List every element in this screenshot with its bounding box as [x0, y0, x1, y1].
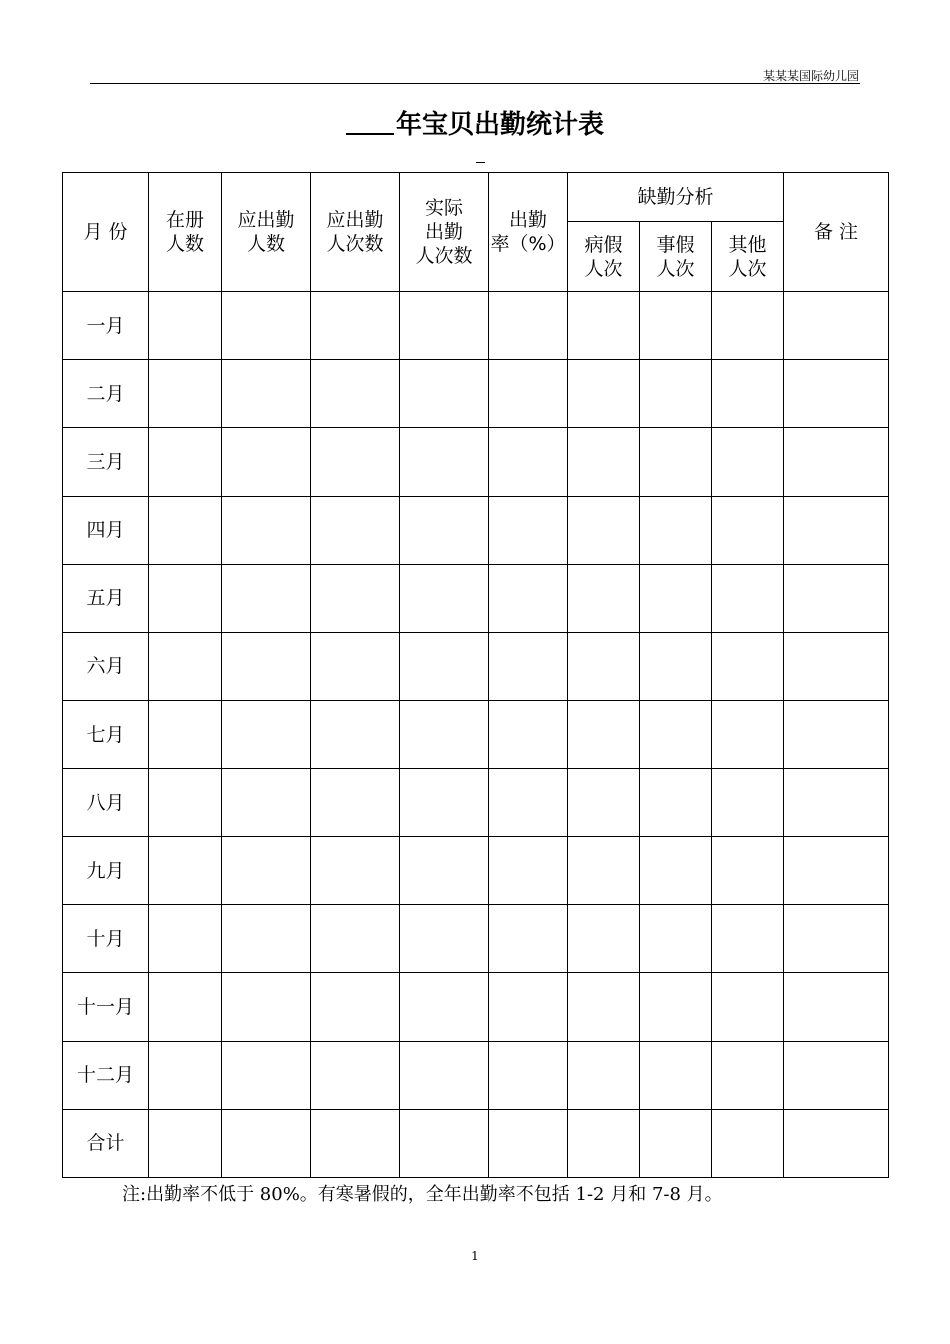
table-cell[interactable] — [222, 837, 311, 905]
table-cell[interactable] — [489, 428, 568, 496]
table-cell[interactable] — [400, 1109, 489, 1177]
year-blank — [346, 109, 394, 135]
table-cell[interactable] — [784, 1109, 889, 1177]
table-cell[interactable] — [489, 564, 568, 632]
table-cell[interactable] — [311, 769, 400, 837]
table-cell[interactable] — [784, 973, 889, 1041]
header-other: 其他 人次 — [712, 222, 784, 292]
table-cell[interactable] — [311, 496, 400, 564]
table-cell[interactable] — [640, 905, 712, 973]
table-cell[interactable] — [784, 769, 889, 837]
table-row — [63, 769, 889, 837]
table-cell[interactable] — [489, 700, 568, 768]
table-cell[interactable] — [149, 496, 222, 564]
table-row — [63, 1109, 889, 1177]
table-cell[interactable] — [400, 769, 489, 837]
table-cell[interactable] — [712, 973, 784, 1041]
row-label: 八月 — [63, 769, 149, 837]
table-cell[interactable] — [568, 428, 640, 496]
table-cell[interactable] — [489, 973, 568, 1041]
table-cell[interactable] — [712, 769, 784, 837]
table-row — [63, 973, 889, 1041]
table-cell[interactable] — [784, 360, 889, 428]
table-cell[interactable] — [489, 496, 568, 564]
table-cell[interactable] — [222, 1041, 311, 1109]
table-cell[interactable] — [712, 428, 784, 496]
table-cell[interactable] — [311, 837, 400, 905]
table-cell[interactable] — [640, 632, 712, 700]
header-enrolled: 在册 人数 — [149, 173, 222, 292]
table-cell[interactable] — [712, 837, 784, 905]
table-cell[interactable] — [640, 564, 712, 632]
header-personal: 事假 人次 — [640, 222, 712, 292]
title-text: 年宝贝出勤统计表 — [395, 110, 604, 140]
table-row — [63, 428, 889, 496]
table-row — [63, 496, 889, 564]
table-cell[interactable] — [640, 769, 712, 837]
table-cell[interactable] — [222, 700, 311, 768]
table-cell[interactable] — [784, 564, 889, 632]
table-cell[interactable] — [712, 632, 784, 700]
table-cell[interactable] — [489, 1041, 568, 1109]
table-cell[interactable] — [400, 700, 489, 768]
table-cell[interactable] — [489, 632, 568, 700]
organization-name: 某某某国际幼儿园 — [762, 69, 859, 83]
table-cell[interactable] — [400, 360, 489, 428]
row-label: 十二月 — [63, 1041, 149, 1109]
table-cell[interactable] — [149, 905, 222, 973]
table-cell[interactable] — [222, 1109, 311, 1177]
header-sick: 病假 人次 — [568, 222, 640, 292]
table-cell[interactable] — [222, 496, 311, 564]
table-row — [63, 905, 889, 973]
table-cell[interactable] — [311, 1041, 400, 1109]
table-cell[interactable] — [489, 360, 568, 428]
table-cell[interactable] — [489, 292, 568, 360]
table-row — [63, 700, 889, 768]
table-cell[interactable] — [400, 428, 489, 496]
table-cell[interactable] — [568, 496, 640, 564]
table-cell[interactable] — [311, 700, 400, 768]
table-cell[interactable] — [400, 292, 489, 360]
table-cell[interactable] — [712, 496, 784, 564]
table-cell[interactable] — [712, 905, 784, 973]
table-cell[interactable] — [568, 973, 640, 1041]
table-cell[interactable] — [311, 973, 400, 1041]
header-expected: 应出勤 人数 — [222, 173, 311, 292]
table-cell[interactable] — [400, 837, 489, 905]
table-row — [63, 360, 889, 428]
table-cell[interactable] — [640, 837, 712, 905]
row-label: 七月 — [63, 700, 149, 768]
header-rate: 出勤 率（%） — [489, 173, 568, 292]
table-cell[interactable] — [400, 973, 489, 1041]
table-cell[interactable] — [784, 905, 889, 973]
row-label: 合计 — [63, 1109, 149, 1177]
page-number: 1 — [471, 1249, 479, 1263]
row-label: 一月 — [63, 292, 149, 360]
table-cell[interactable] — [784, 837, 889, 905]
table-cell[interactable] — [149, 769, 222, 837]
table-cell[interactable] — [311, 632, 400, 700]
header-divider — [90, 83, 860, 84]
table-cell[interactable] — [222, 292, 311, 360]
table-cell[interactable] — [568, 360, 640, 428]
table-cell[interactable] — [149, 564, 222, 632]
row-label: 九月 — [63, 837, 149, 905]
table-cell[interactable] — [149, 428, 222, 496]
table-cell[interactable] — [568, 769, 640, 837]
table-row — [63, 1041, 889, 1109]
table-cell[interactable] — [640, 360, 712, 428]
table-cell[interactable] — [311, 905, 400, 973]
table-cell[interactable] — [149, 837, 222, 905]
table-cell[interactable] — [311, 1109, 400, 1177]
table-cell[interactable] — [489, 769, 568, 837]
header-expected-times: 应出勤 人次数 — [311, 173, 400, 292]
table-cell[interactable] — [222, 769, 311, 837]
table-cell[interactable] — [640, 428, 712, 496]
header-remarks: 备 注 — [784, 173, 889, 292]
table-cell[interactable] — [222, 632, 311, 700]
table-cell[interactable] — [222, 428, 311, 496]
table-cell[interactable] — [149, 700, 222, 768]
header-actual-times: 实际 出勤 人次数 — [400, 173, 489, 292]
header-absence-group: 缺勤分析 — [568, 173, 784, 222]
table-cell[interactable] — [222, 973, 311, 1041]
table-cell[interactable] — [712, 1109, 784, 1177]
row-label: 二月 — [63, 360, 149, 428]
table-row — [63, 292, 889, 360]
header-month: 月 份 — [63, 173, 149, 292]
table-cell[interactable] — [784, 292, 889, 360]
table-cell[interactable] — [149, 632, 222, 700]
table-cell[interactable] — [568, 700, 640, 768]
table-cell[interactable] — [712, 292, 784, 360]
table-cell[interactable] — [222, 564, 311, 632]
table-cell[interactable] — [784, 700, 889, 768]
table-cell[interactable] — [568, 1109, 640, 1177]
table-cell[interactable] — [784, 428, 889, 496]
row-label: 三月 — [63, 428, 149, 496]
row-label: 十一月 — [63, 973, 149, 1041]
attendance-table — [62, 172, 889, 1178]
table-cell[interactable] — [311, 292, 400, 360]
row-label: 四月 — [63, 496, 149, 564]
table-cell[interactable] — [311, 428, 400, 496]
table-cell[interactable] — [489, 905, 568, 973]
row-label: 六月 — [63, 632, 149, 700]
table-cell[interactable] — [640, 1041, 712, 1109]
table-row — [63, 837, 889, 905]
table-cell[interactable] — [712, 564, 784, 632]
table-cell[interactable] — [222, 360, 311, 428]
table-cell[interactable] — [568, 905, 640, 973]
table-cell[interactable] — [568, 632, 640, 700]
table-cell[interactable] — [149, 973, 222, 1041]
table-cell[interactable] — [311, 564, 400, 632]
footnote: 注:出勤率不低于 80%。有寒暑假的，全年出勤率不包括 1-2 月和 7-8 月。 — [122, 1184, 723, 1205]
table-cell[interactable] — [712, 1041, 784, 1109]
table-cell[interactable] — [712, 700, 784, 768]
table-cell[interactable] — [568, 837, 640, 905]
row-label: 十月 — [63, 905, 149, 973]
table-cell[interactable] — [149, 1109, 222, 1177]
table-cell[interactable] — [400, 905, 489, 973]
table-cell[interactable] — [568, 1041, 640, 1109]
table-cell[interactable] — [489, 1109, 568, 1177]
table-cell[interactable] — [400, 1041, 489, 1109]
table-cell[interactable] — [712, 360, 784, 428]
page-title — [0, 104, 950, 141]
table-cell[interactable] — [784, 632, 889, 700]
table-cell[interactable] — [784, 496, 889, 564]
table-row — [63, 564, 889, 632]
table-cell[interactable] — [640, 973, 712, 1041]
table-cell[interactable] — [149, 292, 222, 360]
table-cell[interactable] — [149, 1041, 222, 1109]
table-cell[interactable] — [222, 905, 311, 973]
table-cell[interactable] — [568, 292, 640, 360]
table-cell[interactable] — [311, 360, 400, 428]
table-cell[interactable] — [568, 564, 640, 632]
table-cell[interactable] — [400, 632, 489, 700]
table-cell[interactable] — [640, 496, 712, 564]
table-row — [63, 632, 889, 700]
table-cell[interactable] — [640, 700, 712, 768]
row-label: 五月 — [63, 564, 149, 632]
table-cell[interactable] — [489, 837, 568, 905]
table-cell[interactable] — [640, 1109, 712, 1177]
table-cell[interactable] — [784, 1041, 889, 1109]
table-cell[interactable] — [640, 292, 712, 360]
table-cell[interactable] — [400, 496, 489, 564]
table-cell[interactable] — [149, 360, 222, 428]
table-cell[interactable] — [400, 564, 489, 632]
title-underline-mark — [476, 162, 485, 163]
